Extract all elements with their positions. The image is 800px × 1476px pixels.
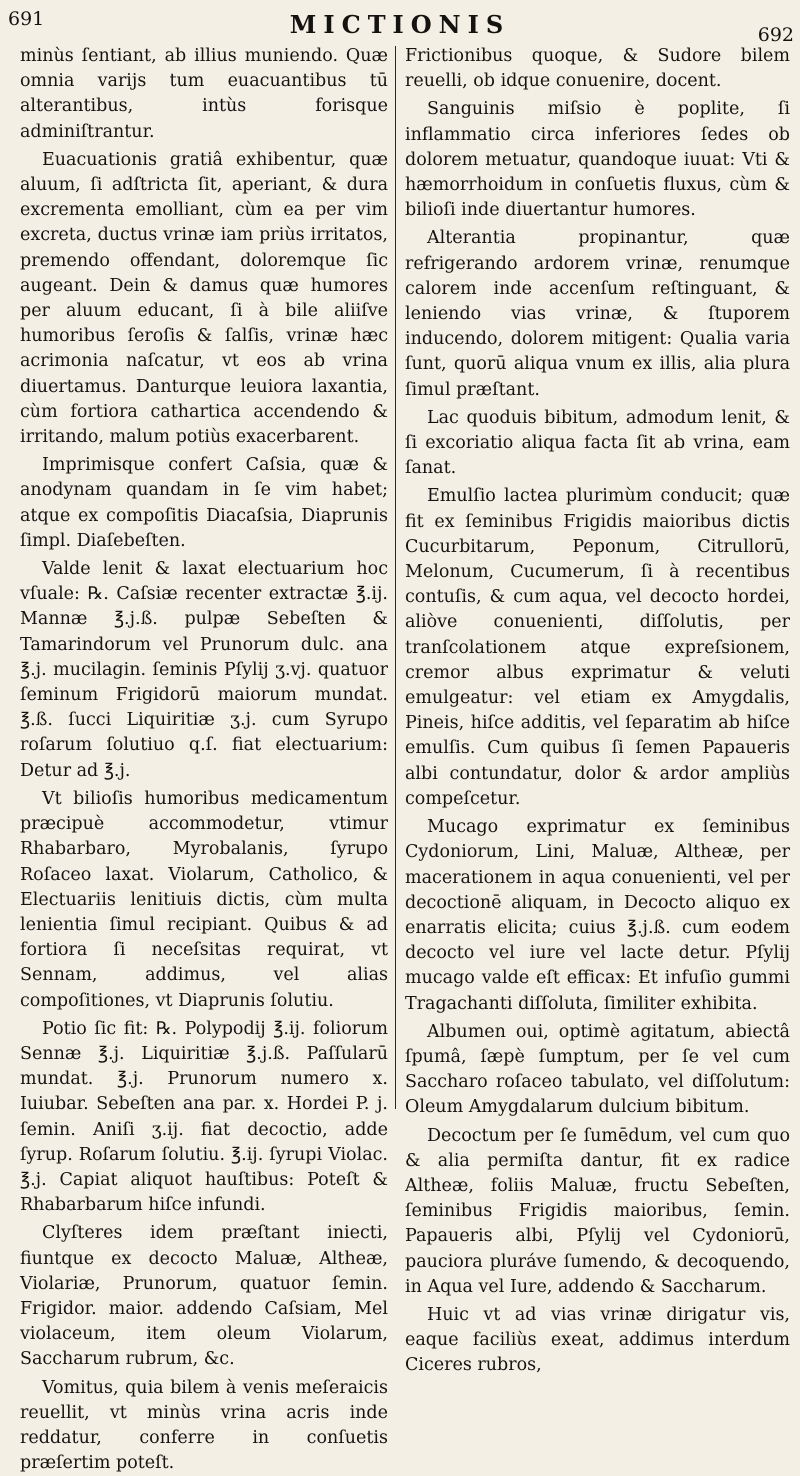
- paragraph: Huic vt ad vias vrinæ dirigatur vis, eaque faciliùs exeat, addimus interdum Ciceres rubros,: [405, 1304, 790, 1376]
- paragraph: Alterantia propinantur, quæ refrigerando ardorem vrinæ, renumque calorem inde accenſum reſtinguant, & leniendo vias vrinæ, & ſtuporem inducendo, dolorem mitigent: Qualia varia ſunt, quorū aliqua vnum ex illis, alia plura ſimul præſtant.: [405, 228, 790, 400]
- paragraph: Mucago exprimatur ex ſeminibus Cydoniorum, Lini, Maluæ, Altheæ, per macerationem in aqua conuenienti, vel per decoctionē aliquam, in Decocto aliquo ex enarratis elicita; cuius ℥.j.ß. cum eodem decocto vel iure vel lacte detur. Pſylij mucago valde eſt efficax: Et infuſio gummi Tragachanti diſſoluta, ſimiliter exhibita.: [405, 817, 790, 1014]
- paragraph: Albumen oui, optimè agitatum, abiectâ ſpumâ, ſæpè ſumptum, per ſe vel cum Saccharo roſaceo tabulato, vel diſſolutum: Oleum Amygdalarum dulcium bibitum.: [405, 1021, 790, 1118]
- paragraph: Potio ſic fit: ℞. Polypodij ℥.ij. foliorum Sennæ ℥.j. Liquiritiæ ℥.j.ß. Paſſularū mundat. ℥.j. Prunorum numero x. Iuiubar. Sebeſten ana par. x. Hordei P. j. ſemin. Aniſi ʒ.ij. fiat decoctio, adde ſyrup. Roſarum ſolutiu. ℥.ij. ſyrupi Violac. ℥.j. Capiat aliquot hauſtibus: Poteſt & Rhabarbarum hiſce infundi.: [20, 1018, 388, 1216]
- paragraph: Valde lenit & laxat electuarium hoc vſuale: ℞. Caſsiæ recenter extractæ ℥.ij. Mannæ ℥.j.ß. pulpæ Sebeſten & Tamarindorum vel Prunorum dulc. ana ℥.j. mucilagin. ſeminis Pſylij ʒ.vj. quatuor ſeminum Frigidorū maiorum mundat. ℥.ß. ſucci Liquiritiæ ʒ.j. cum Syrupo roſarum ſolutiuo q.ſ. fiat electuarium: Detur ad ℥.j.: [20, 559, 388, 781]
- paragraph: Vomitus, quia bilem à venis meſeraicis reuellit, vt minùs vrina acris inde reddatur, conferre in conſuetis præſertim poteſt.: [20, 1377, 388, 1474]
- paragraph: Frictionibus quoque, & Sudore bilem reuelli, ob idque conuenire, docent.: [405, 46, 790, 92]
- running-title: MICTIONIS: [289, 10, 511, 39]
- left-column: [20, 44, 388, 1474]
- page-number-right: 692: [757, 24, 794, 46]
- paragraph: Emulſio lactea plurimùm conducit; quæ fit ex ſeminibus Frigidis maioribus dictis Cucurbitarum, Peponum, Citrullorū, Melonum, Cucumerum, ſi à recentibus contuſis, & cum aqua, vel decocto hordei, aliòve conuenienti, diſſolutis, per tranſcolationem atque expreſsionem, cremor albus exprimatur & veluti emulgeatur: vel etiam ex Amygdalis, Pineis, hiſce additis, vel ſeparatim ab hiſce emulſis. Cum quibus ſi ſemen Papaueris albi contundatur, dolor & ardor ampliùs compeſcetur.: [405, 486, 790, 809]
- paragraph: Vt bilioſis humoribus medicamentum præcipuè accommodetur, vtimur Rhabarbaro, Myrobalanis, ſyrupo Roſaceo laxat. Violarum, Catholico, & Electuariis lenitiuis dictis, cùm multa lenientia ſimul recipiant. Quibus & ad fortiora ſi neceſsitas requirat, vt Sennam, addimus, vel alias compoſitiones, vt Diaprunis ſolutiu.: [20, 788, 388, 1011]
- paragraph: Decoctum per ſe ſumēdum, vel cum quo & alia permiſta dantur, fit ex radice Altheæ, foliis Maluæ, fructu Sebeſten, ſeminibus Frigidis maioribus, ſemin. Papaueris albi, Pſylij vel Cydoniorū, pauciora pluráve ſumendo, & decoquendo, in Aqua vel Iure, addendo & Saccharum.: [405, 1125, 790, 1297]
- paragraph: Imprimisque confert Caſsia, quæ & anodynam quandam in ſe vim habet; atque ex compoſitis Diacaſsia, Diaprunis ſimpl. Diaſebeſten.: [20, 455, 388, 551]
- paragraph: Sanguinis miſsio è poplite, ſi inflammatio circa inferiores ſedes ob dolorem metuatur, quandoque iuuat: Vti & hæmorrhoidum in conſuetis fluxus, cùm & bilioſi inde diuertantur humores.: [405, 99, 790, 221]
- page-header: [0, 6, 800, 46]
- paragraph: Lac quoduis bibitum, admodum lenit, & ſi excoriatio aliqua facta ſit ab vrina, eam ſanat.: [405, 407, 790, 479]
- right-column: [405, 44, 790, 1376]
- column-divider: [395, 46, 396, 1109]
- page-number-left: 691: [8, 8, 45, 30]
- paragraph: Clyſteres idem præſtant iniecti, fiuntque ex decocto Maluæ, Altheæ, Violariæ, Prunorum, quatuor ſemin. Frigidor. maior. addendo Caſsiam, Mel violaceum, item oleum Violarum, Saccharum rubrum, &c.: [20, 1223, 388, 1370]
- paragraph: minùs ſentiant, ab illius muniendo. Quæ omnia varijs tum euacuantibus tū alterantibus, intùs forisque adminiſtrantur.: [20, 46, 388, 142]
- paragraph: Euacuationis gratiâ exhibentur, quæ aluum, ſi adſtricta ſit, aperiant, & dura excrementa emolliant, cùm ea per vim excreta, ductus vrinæ iam priùs irritatos, premendo offendant, doloremque ſic augeant. Dein & damus quæ humores per aluum educant, ſi à bile aliiſve humoribus ſeroſis & ſalſis, vrinæ hæc acrimonia naſcatur, vt eos ab vrina diuertamus. Danturque leuiora laxantia, cùm fortiora cathartica accendendo & irritando, malum potiùs exacerbarent.: [20, 149, 388, 448]
